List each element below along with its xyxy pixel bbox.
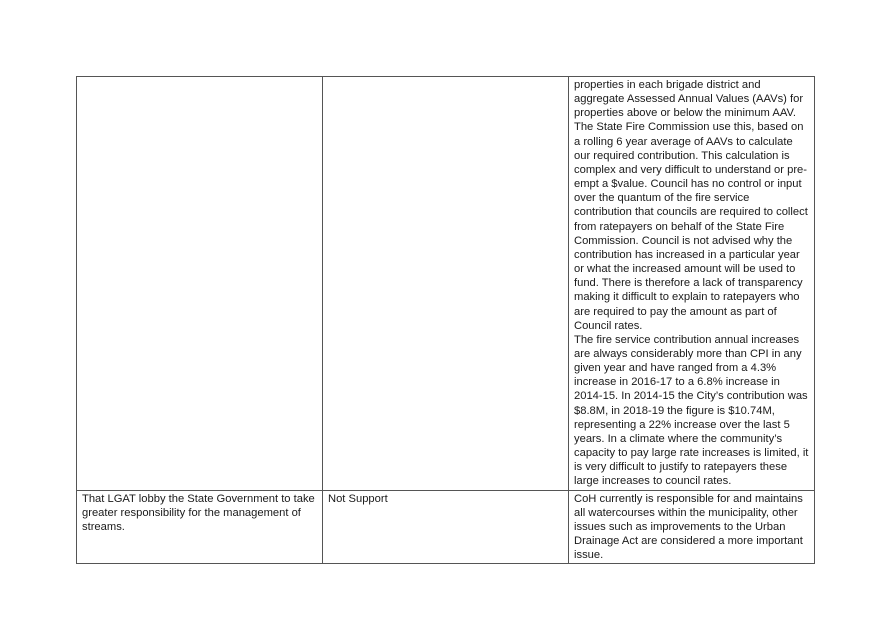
comment-paragraph: properties in each brigade district and aggregate Assessed Annual Values (AAVs) for properties above or below the minimum AAV. The State Fire Commission use this, based on a rolling 6 year average of AAVs to calculate our required contribution. This calculation is complex and very difficult to understand or pre-empt a $value. Council has no control or input over the quantum of the fire service contribution that councils are required to collect from ratepayers on behalf of the State Fire Commission. Council is not advised why the contribution has increased in a particular year or what the increased amount will be used to fund. There is therefore a lack of transparency making it difficult to explain to ratepayers who are required to pay the amount as part of Council rates. [574, 79, 808, 332]
comment-cell: CoH currently is responsible for and maintains all watercourses within the municipality, other issues such as improvements to the Urban Drainage Act are considered a more important issue. [569, 490, 815, 564]
table-row [77, 490, 815, 564]
document-table [76, 76, 815, 564]
recommendation-cell: Not Support [323, 490, 569, 564]
recommendation-cell [323, 77, 569, 491]
comment-cell [569, 77, 815, 491]
motion-cell: That LGAT lobby the State Government to take greater responsibility for the management of streams. [77, 490, 323, 564]
table-row [77, 77, 815, 491]
motion-cell [77, 77, 323, 491]
comment-paragraph: The fire service contribution annual increases are always considerably more than CPI in any given year and have ranged from a 4.3% increase in 2016-17 to a 6.8% increase in 2014-15. In 2014-15 the City’s contribution was $8.8M, in 2018-19 the figure is $10.74M, representing a 22% increase over the last 5 years. In a climate where the community’s capacity to pay large rate increases is limited, it is very difficult to justify to ratepayers these large increases to council rates. [574, 333, 809, 488]
